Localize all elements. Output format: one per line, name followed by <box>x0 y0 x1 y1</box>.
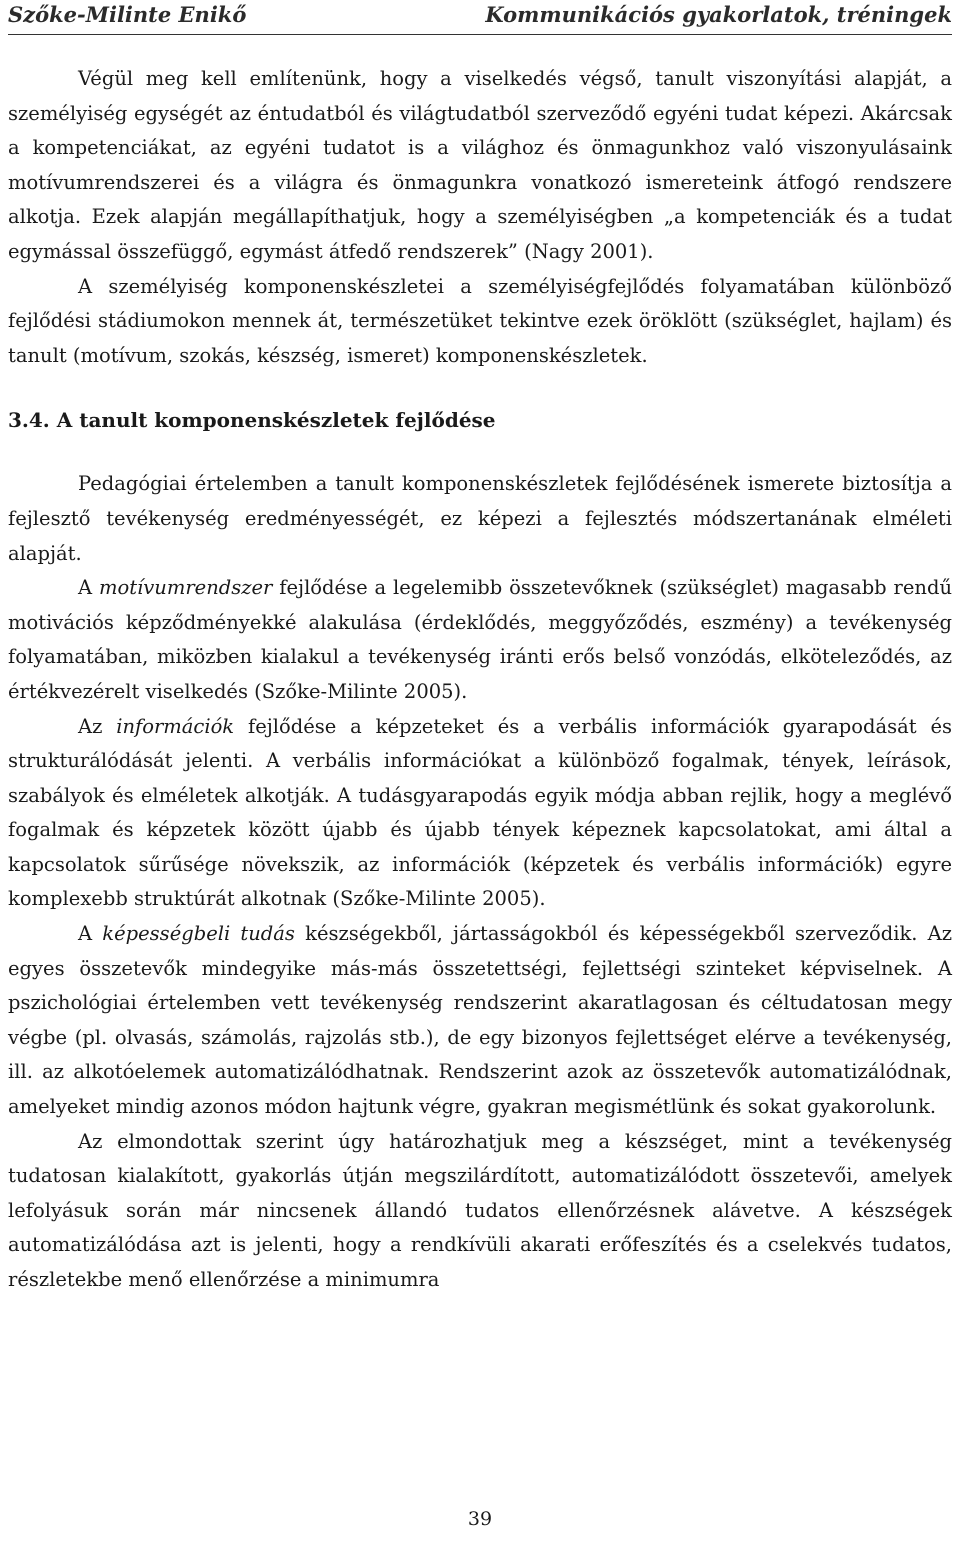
paragraph <box>8 710 952 918</box>
text-run: készségekből, jártasságokból és képességekből szerveződik. Az egyes összetevők mindegyike más-más összetettségi, fejlettségi szinteket képviselnek. A pszichológiai értelemben vett tevékenység rendszerint akaratlagosan és céltudatosan megy végbe (pl. olvasás, számolás, rajzolás stb.), de egy bizonyos fejlettséget elérve a tevékenység, ill. az alkotóelemek automatizálódhatnak. Rendszerint azok az összetevők automatizálódnak, amelyeket mindig azonos módon hajtunk végre, gyakran megismétlünk és sokat gyakorolunk. <box>8 922 953 1119</box>
text-run: fejlődése a legelemibb összetevőknek (szükséglet) magasabb rendű motivációs képződményekké alakulása (érdeklődés, meggyőződés, eszmény) a tevékenység folyamatában, miközben kialakul a tevékenység iránti erős belső vonzódás, elköteleződés, az értékvezérelt viselkedés (Szőke-Milinte 2005). <box>8 576 952 703</box>
header-book-title: Kommunikációs gyakorlatok, tréningek <box>485 2 952 27</box>
page-header <box>8 0 952 35</box>
text-run: A <box>78 576 99 600</box>
paragraph: Végül meg kell említenünk, hogy a viselkedés végső, tanult viszonyítási alapját, a személyiség egységét az éntudatból és világtudatból szerveződő egyéni tudat képezi. Akárcsak a kompetenciákat, az egyéni tudatot is a világhoz és önmagunkhoz való viszonyulásaink motívumrendszerei és a világra és önmagunkra vonatkozó ismereteink átfogó rendszere alkotja. Ezek alapján megállapíthatjuk, hogy a személyiségben „a kompetenciák és a tudat egymással összefüggő, egymást átfedő rendszerek” (Nagy 2001). <box>8 67 952 263</box>
emphasized-term: információk <box>116 714 235 738</box>
page-body <box>8 62 952 1298</box>
header-author: Szőke-Milinte Enikő <box>8 2 247 27</box>
paragraph: A személyiség komponenskészletei a személyiségfejlődés folyamatában különböző fejlődési stádiumokon mennek át, természetüket tekintve ezek öröklött (szükséglet, hajlam) és tanult (motívum, szokás, készség, ismeret) komponenskészletek. <box>8 274 952 367</box>
emphasized-term: képességbeli tudás <box>102 922 295 946</box>
page-number: 39 <box>467 1508 493 1530</box>
text-run: A <box>78 922 103 946</box>
paragraph <box>8 571 952 709</box>
text-run: Az <box>78 714 117 738</box>
emphasized-term: motívumrendszer <box>98 576 273 600</box>
paragraph: Az elmondottak szerint úgy határozhatjuk meg a készséget, mint a tevékenység tudatosan kialakított, gyakorlás útján megszilárdított, automatizálódott összetevői, amelyek lefolyásuk során már nincsenek állandó tudatos ellenőrzésnek alávetve. A készségek automatizálódása azt is jelenti, hogy a rendkívüli akarati erőfeszítés és a cselekvés tudatos, részletekbe menő ellenőrzése a minimumra <box>8 1129 952 1291</box>
paragraph <box>8 917 952 1125</box>
section-heading: 3.4. A tanult komponenskészletek fejlődése <box>8 408 496 433</box>
paragraph: Pedagógiai értelemben a tanult komponenskészletek fejlődésének ismerete biztosítja a fejlesztő tevékenység eredményességét, ez képezi a fejlesztés módszertanának elméleti alapját. <box>8 472 952 565</box>
text-run: fejlődése a képzeteket és a verbális információk gyarapodását és strukturálódását jelenti. A verbális információkat a különböző fogalmak, tények, leírások, szabályok és elméletek alkotják. A tudásgyarapodás egyik módja abban rejlik, hogy a meglévő fogalmak és képzetek között újabb és újabb tények képeznek kapcsolatokat, ami által a kapcsolatok sűrűsége növekszik, az információk (képzetek és verbális információk) egyre komplexebb struktúrát alkotnak (Szőke-Milinte 2005). <box>8 714 952 911</box>
